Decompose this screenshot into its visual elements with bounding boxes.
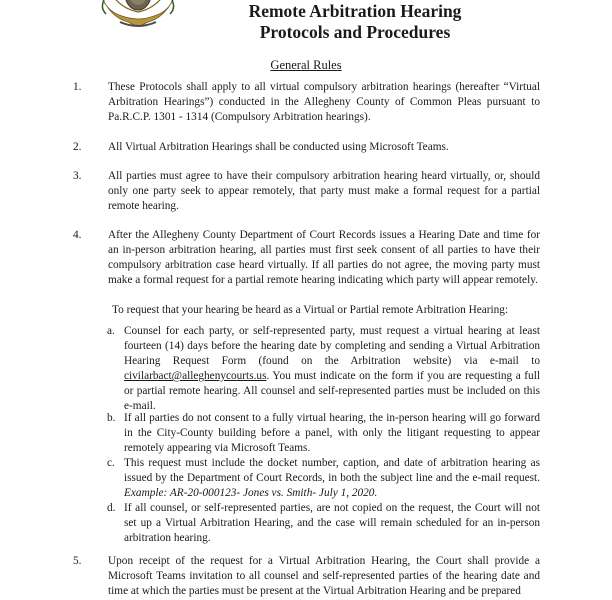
subitem-a-after: . You must indicate on the form if you are requesting a full or partial remote hearing. All counsel and self-represented parties must be included on this e-mail. [124, 370, 540, 412]
subitem-b-text: If all parties do not consent to a fully virtual hearing, the in-person hearing will go forward in the City-County building before a panel, with only the litigant requesting to appear remotely appearing via Microsoft Teams. [124, 412, 540, 454]
contact-email-link[interactable]: civilarbact@alleghenycourts.us [124, 370, 267, 382]
subitem-c-text [124, 456, 540, 501]
section-heading: General Rules [270, 58, 342, 72]
subitem-d-text: If all counsel, or self-represented parties, are not copied on the request, the Court will not set up a Virtual Arbitration Hearing, and the case will remain scheduled for an in-person arbitration hearing. [124, 502, 540, 544]
subitem-c-body: This request must include the docket number, caption, and date of arbitration hearing as issued by the Department of Court Records, in both the subject line and the e-mail request. [124, 457, 540, 484]
subitem-a-text [124, 324, 540, 414]
subitem-label: b. [107, 412, 116, 424]
subitem-c-example: Example: AR-20-000123- Jones vs. Smith- July 1, 2020. [124, 487, 378, 499]
subitem-label: a. [107, 325, 115, 337]
subitem-label: d. [107, 502, 116, 514]
rule-text: After the Allegheny County Department of Court Records issues a Hearing Date and time for an in-person arbitration hearing, all parties must first seek consent of all parties to have their compulsory arbitration case heard virtually. If all parties do not agree, the moving party must make a formal request for a partial remote hearing indicating which party will appear remotely. [108, 229, 540, 286]
rule-text: Upon receipt of the request for a Virtual Arbitration Hearing, the Court shall provide a Microsoft Teams invitation to all counsel and self-represented parties of the hearing date and time at which the parties must be present at the Virtual Arbitration Hearing and be prepared [108, 555, 540, 597]
subitem-a-before: Counsel for each party, or self-represented party, must request a virtual hearing at least fourteen (14) days before the hearing date by completing and sending a Virtual Arbitration Hearing Request Form (found on the Arbitration website) via e-mail to [124, 325, 540, 367]
document-title [200, 1, 510, 43]
rule-number: 4. [73, 229, 82, 241]
rule-text: All Virtual Arbitration Hearings shall be conducted using Microsoft Teams. [108, 141, 449, 153]
request-intro: To request that your hearing be heard as a Virtual or Partial remote Arbitration Hearing: [112, 304, 509, 316]
title-line-1: Remote Arbitration Hearing [248, 1, 462, 21]
rule-number: 5. [73, 555, 82, 567]
county-seal-icon [98, 0, 178, 30]
subitem-label: c. [107, 457, 115, 469]
rule-text: All parties must agree to have their compulsory arbitration hearing heard virtually, or, should only one party seek to appear remotely, that party must make a formal request for a partial remote hearing. [108, 170, 540, 212]
rule-number: 1. [73, 81, 82, 93]
rule-number: 2. [73, 141, 82, 153]
title-line-2: Protocols and Procedures [259, 22, 451, 42]
rule-number: 3. [73, 170, 82, 182]
rule-text: These Protocols shall apply to all virtual compulsory arbitration hearings (hereafter “Virtual Arbitration Hearings”) conducted in the Allegheny County of Common Pleas pursuant to Pa.R.C.P. 1301 - 1314 (Compulsory Arbitration hearings). [108, 81, 540, 123]
